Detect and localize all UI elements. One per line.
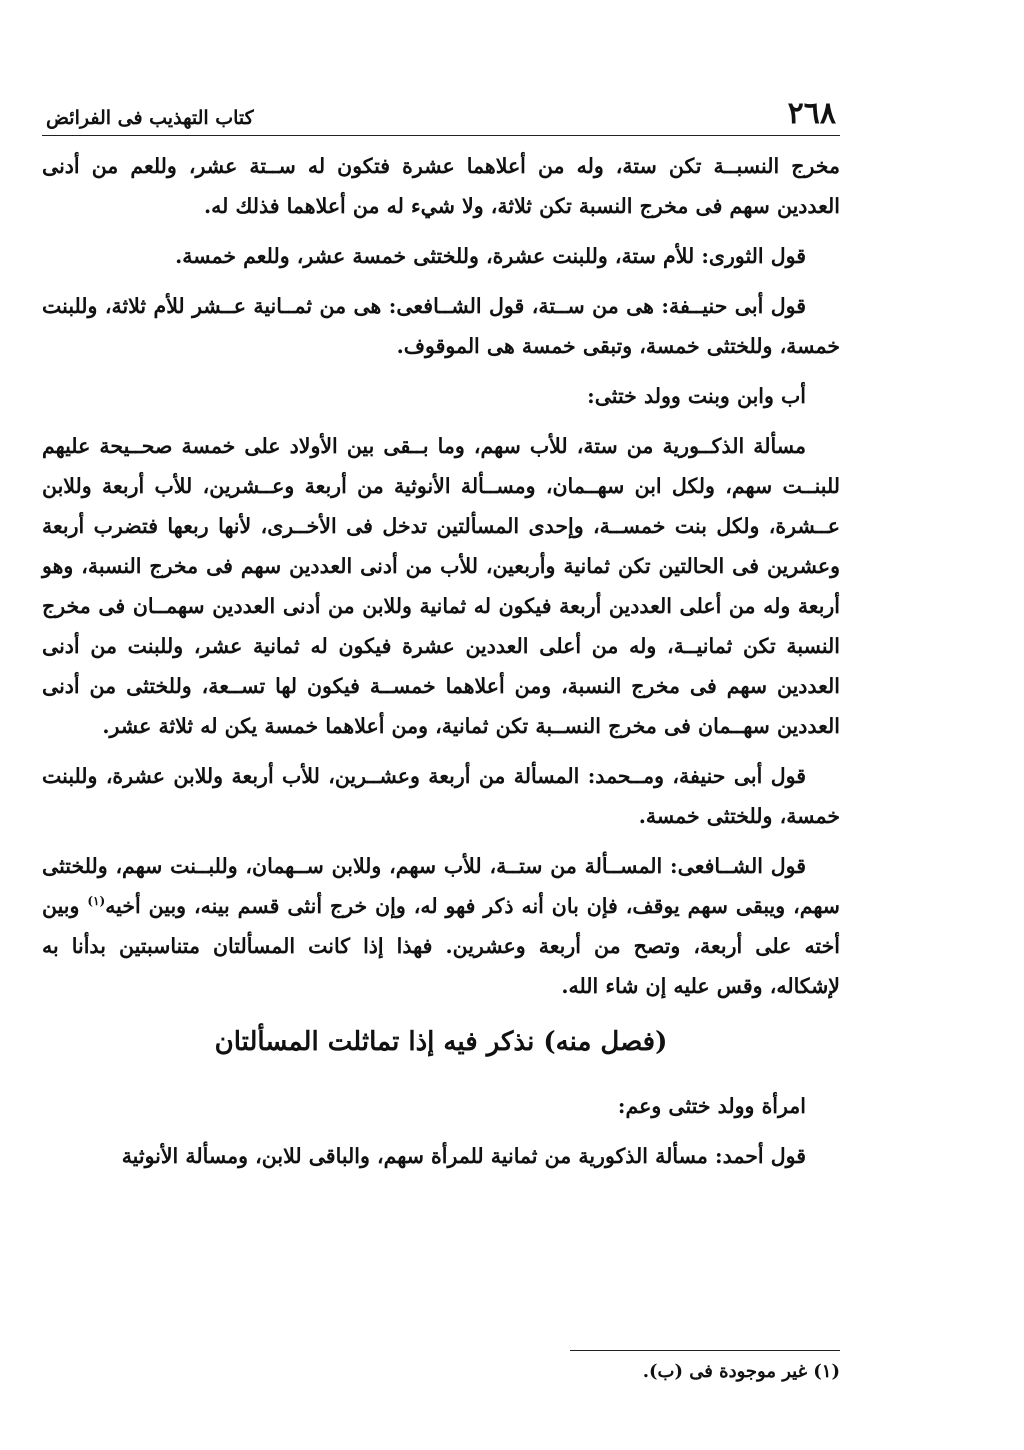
footnote-divider xyxy=(570,1350,840,1351)
paragraph: قول أبى حنيــفة: هى من ســتة، قول الشــافعى: هى من ثمــانية عــشر للأم ثلاثة، وللبنت خمسة، وللختثى خمسة، وتبقى خمسة هى الموقوف. xyxy=(42,294,840,358)
paragraph: أب وابن وبنت وولد ختثى: xyxy=(587,384,806,408)
body-text xyxy=(42,146,840,1176)
paragraph: امرأة وولد ختثى وعم: xyxy=(617,1094,806,1118)
paragraph-with-footnote xyxy=(42,846,840,1006)
paragraph: مسألة الذكــورية من ستة، للأب سهم، وما بــقى بين الأولاد على خمسة صحــيحة عليهم للبنــت سهم، ولكل ابن سهــمان، ومســألة الأنوثية من أربعة وعــشرين، للأب أربعة وللابن عــشرة، ولكل بنت خمســة، وإحدى المسألتين تدخل فى الأخــرى، لأنها ربعها فتضرب أربعة وعشرين فى الحالتين تكن ثمانية وأربعين، للأب من أدنى العددين سهم فى مخرج النسبة، وهو أربعة وله من أعلى العددين أربعة فيكون له ثمانية وللابن من أدنى العددين سهمــان فى مخرج النسبة تكن ثمانيــة، وله من أعلى العددين عشرة فيكون له ثمانية عشر، وللبنت من أدنى العددين سهم فى مخرج النسبة، ومن أعلاهما خمســة فيكون لها تســعة، وللختثى من أدنى العددين سهــمان فى مخرج النســبة تكن ثمانية، ومن أعلاهما خمسة يكن له ثلاثة عشر. xyxy=(42,434,840,738)
paragraph: قول أحمد: مسألة الذكورية من ثمانية للمرأة سهم، والباقى للابن، ومسألة الأنوثية xyxy=(121,1144,806,1168)
paragraph: قول الثورى: للأم ستة، وللبنت عشرة، وللختثى خمسة عشر، وللعم خمسة. xyxy=(175,244,806,268)
running-header xyxy=(42,92,840,136)
paragraph: قول أبى حنيفة، ومــحمد: المسألة من أربعة وعشــرين، للأب أربعة وللابن عشرة، وللبنت خمسة، وللختثى خمسة. xyxy=(42,764,840,828)
page xyxy=(42,92,840,1382)
paragraph-text: وبين أخته على أربعة، وتصح من أربعة وعشرين. فهذا إذا كانت المسألتان متناسبتين بدأنا به لإشكاله، وقس عليه إن شاء الله. xyxy=(42,894,840,998)
page-number: ٢٦٨ xyxy=(787,96,836,131)
book-title: كتاب التهذيب فى الفرائض xyxy=(46,107,254,129)
paragraph-text: قول الشــافعى: المســألة من ستــة، للأب سهم، وللابن ســهمان، وللبــنت سهم، وللختثى سهم، ويبقى سهم يوقف، فإن بان أنه ذكر فهو له، وإن خرج أنثى قسم بينه، وبين أخيه xyxy=(42,854,840,918)
footnote-reference: (١) xyxy=(87,894,106,909)
paragraph: مخرج النسبــة تكن ستة، وله من أعلاهما عشرة فتكون له ســتة عشر، وللعم من أدنى العددين سهم فى مخرج النسبة تكن ثلاثة، ولا شيء له من أعلاهما فذلك له. xyxy=(42,154,840,218)
section-heading: (فصل منه) نذكر فيه إذا تماثلت المسألتان xyxy=(214,1027,668,1057)
footnote: (١) غير موجودة فى (ب). xyxy=(642,1361,840,1382)
